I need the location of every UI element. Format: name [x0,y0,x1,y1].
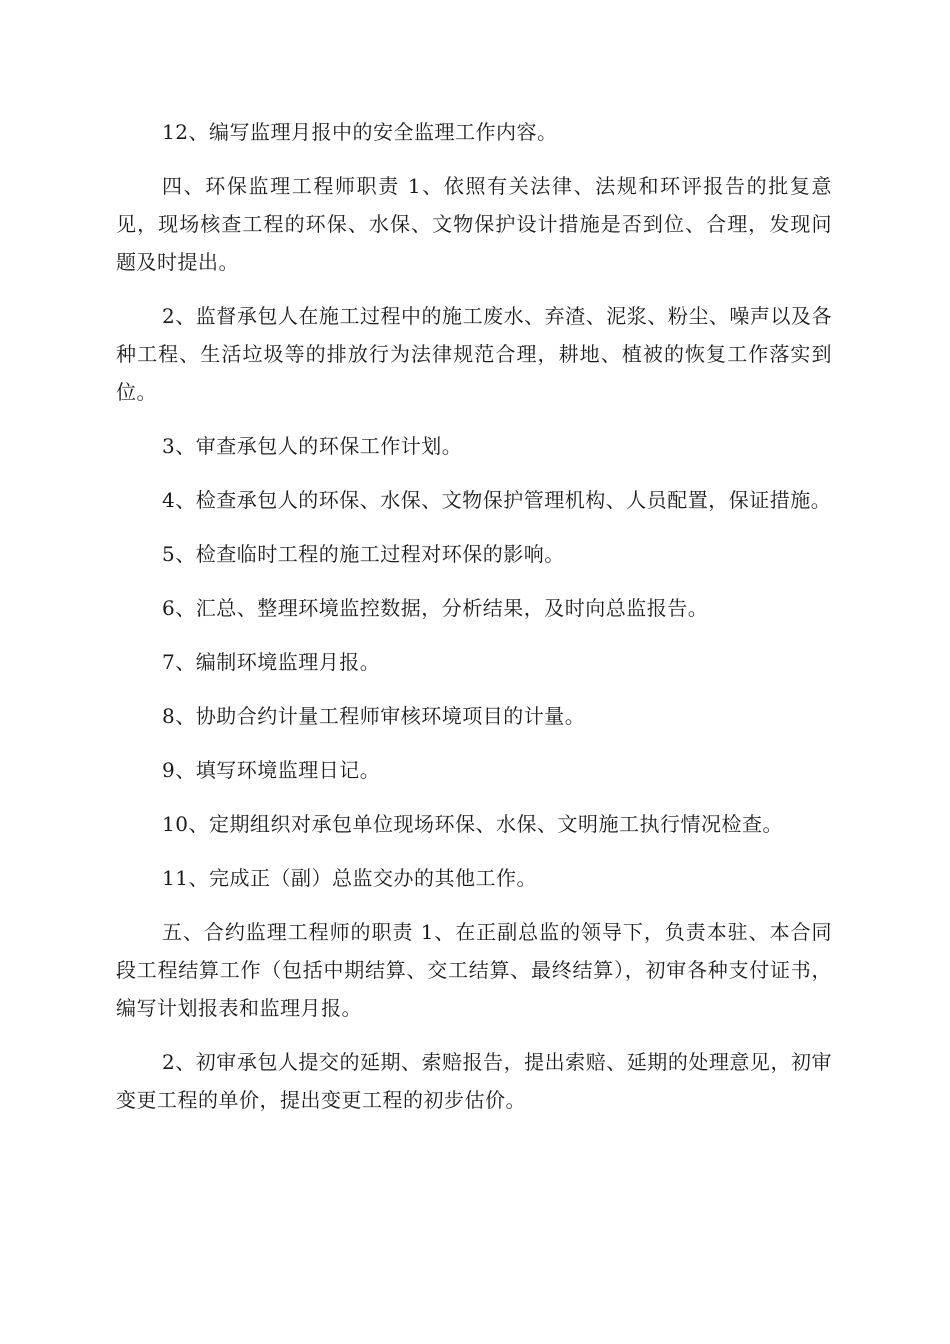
paragraph: 2、初审承包人提交的延期、索赔报告，提出索赔、延期的处理意见，初审变更工程的单价，提出变更工程的初步估价。 [116,1050,832,1112]
paragraph: 9、填写环境监理日记。 [162,758,381,782]
paragraph: 8、协助合约计量工程师审核环境项目的计量。 [162,704,586,728]
paragraph: 3、审查承包人的环保工作计划。 [162,434,463,458]
paragraph: 12、编写监理月报中的安全监理工作内容。 [162,120,558,144]
paragraph: 5、检查临时工程的施工过程对环保的影响。 [162,542,565,566]
paragraph: 11、完成正（副）总监交办的其他工作。 [162,866,537,890]
paragraph: 6、汇总、整理环境监控数据，分析结果，及时向总监报告。 [162,596,709,620]
paragraph: 4、检查承包人的环保、水保、文物保护管理机构、人员配置，保证措施。 [162,488,832,512]
paragraph: 五、合约监理工程师的职责 1、在正副总监的领导下，负责本驻、本合同段工程结算工作（包括中期结算、交工结算、最终结算），初审各种支付证书，编写计划报表和监理月报。 [116,920,832,1020]
paragraph: 7、编制环境监理月报。 [162,650,381,674]
document-body [116,113,832,1135]
paragraph: 2、监督承包人在施工过程中的施工废水、弃渣、泥浆、粉尘、噪声以及各种工程、生活垃圾等的排放行为法律规范合理，耕地、植被的恢复工作落实到位。 [116,304,832,404]
paragraph: 10、定期组织对承包单位现场环保、水保、文明施工执行情况检查。 [162,812,783,836]
paragraph: 四、环保监理工程师职责 1、依照有关法律、法规和环评报告的批复意见，现场核查工程的环保、水保、文物保护设计措施是否到位、合理，发现问题及时提出。 [116,174,832,274]
